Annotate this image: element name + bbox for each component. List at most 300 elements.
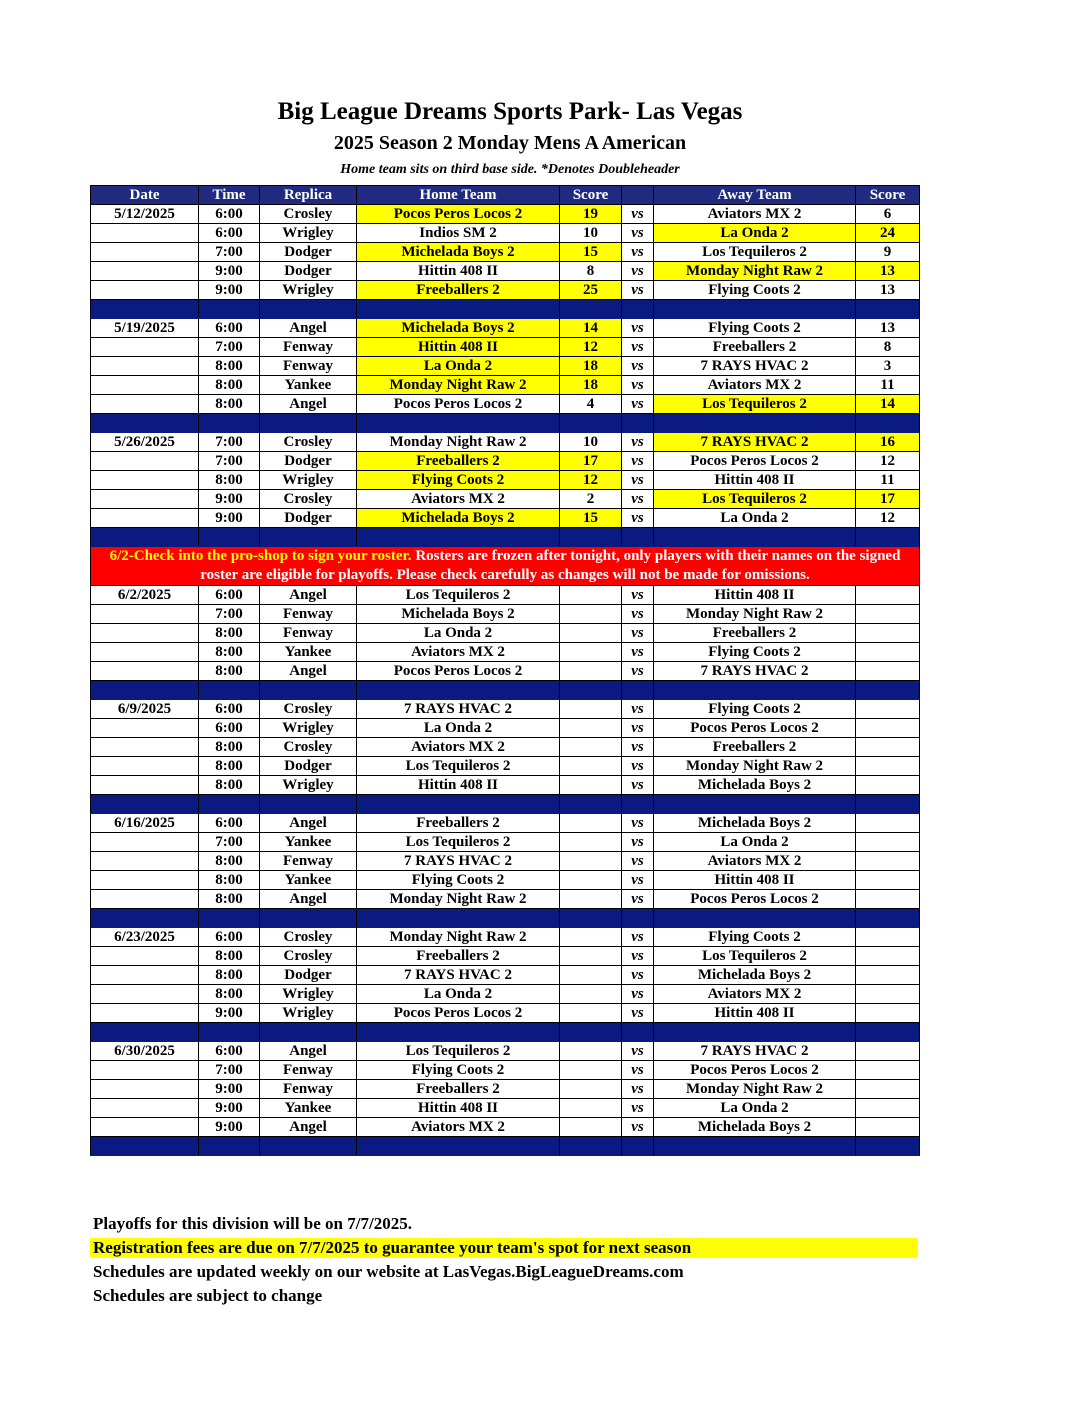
game-time: 9:00: [199, 281, 260, 300]
game-time: 9:00: [199, 262, 260, 281]
game-time: 7:00: [199, 605, 260, 624]
vs-label: vs: [622, 433, 654, 452]
game-row: [91, 452, 920, 471]
separator-cell: [856, 528, 920, 547]
separator-cell: [260, 909, 357, 928]
home-score: 15: [560, 243, 622, 262]
vs-label: vs: [622, 871, 654, 890]
game-row: [91, 757, 920, 776]
separator-cell: [856, 1137, 920, 1156]
home-score: [560, 643, 622, 662]
away-team: Michelada Boys 2: [654, 776, 856, 795]
separator-cell: [654, 1023, 856, 1042]
vs-label: vs: [622, 700, 654, 719]
home-team: Hittin 408 II: [357, 1099, 560, 1118]
away-score: 17: [856, 490, 920, 509]
game-field: Dodger: [260, 509, 357, 528]
game-time: 6:00: [199, 319, 260, 338]
game-row: [91, 890, 920, 909]
game-row: [91, 1080, 920, 1099]
game-date: [91, 452, 199, 471]
away-team: Los Tequileros 2: [654, 947, 856, 966]
away-team: Aviators MX 2: [654, 205, 856, 224]
vs-label: vs: [622, 452, 654, 471]
game-field: Fenway: [260, 357, 357, 376]
game-field: Yankee: [260, 376, 357, 395]
game-date: [91, 338, 199, 357]
vs-label: vs: [622, 966, 654, 985]
away-team: La Onda 2: [654, 833, 856, 852]
home-score: [560, 947, 622, 966]
home-score: [560, 1118, 622, 1137]
away-team: La Onda 2: [654, 1099, 856, 1118]
game-row: [91, 700, 920, 719]
home-team: 7 RAYS HVAC 2: [357, 852, 560, 871]
separator-cell: [654, 795, 856, 814]
game-field: Yankee: [260, 871, 357, 890]
separator-cell: [357, 795, 560, 814]
game-time: 9:00: [199, 1099, 260, 1118]
home-team: Freeballers 2: [357, 452, 560, 471]
away-team: Michelada Boys 2: [654, 814, 856, 833]
game-row: [91, 1042, 920, 1061]
away-team: Aviators MX 2: [654, 376, 856, 395]
page-title: Big League Dreams Sports Park- Las Vegas: [277, 98, 743, 125]
home-team: Aviators MX 2: [357, 643, 560, 662]
game-field: Wrigley: [260, 471, 357, 490]
week-separator: [91, 1137, 920, 1156]
game-field: Dodger: [260, 757, 357, 776]
game-field: Angel: [260, 1042, 357, 1061]
vs-label: vs: [622, 890, 654, 909]
game-date: [91, 719, 199, 738]
separator-cell: [856, 1023, 920, 1042]
game-date: [91, 357, 199, 376]
away-score: 11: [856, 376, 920, 395]
game-time: 7:00: [199, 338, 260, 357]
game-field: Yankee: [260, 643, 357, 662]
game-field: Wrigley: [260, 1004, 357, 1023]
game-date: [91, 224, 199, 243]
away-team: Aviators MX 2: [654, 852, 856, 871]
separator-cell: [622, 1137, 654, 1156]
home-score: 19: [560, 205, 622, 224]
game-date: [91, 262, 199, 281]
away-team: Hittin 408 II: [654, 471, 856, 490]
away-score: [856, 643, 920, 662]
home-team: Monday Night Raw 2: [357, 890, 560, 909]
away-score: 24: [856, 224, 920, 243]
away-team: 7 RAYS HVAC 2: [654, 357, 856, 376]
game-time: 9:00: [199, 490, 260, 509]
game-row: [91, 1004, 920, 1023]
game-field: Dodger: [260, 452, 357, 471]
game-date: 5/19/2025: [91, 319, 199, 338]
vs-label: vs: [622, 1080, 654, 1099]
home-score: [560, 833, 622, 852]
game-time: 8:00: [199, 376, 260, 395]
vs-label: vs: [622, 928, 654, 947]
game-field: Angel: [260, 814, 357, 833]
game-field: Wrigley: [260, 776, 357, 795]
vs-label: vs: [622, 719, 654, 738]
home-score: 25: [560, 281, 622, 300]
separator-cell: [91, 1023, 199, 1042]
away-team: Hittin 408 II: [654, 1004, 856, 1023]
away-score: [856, 890, 920, 909]
home-team: Flying Coots 2: [357, 471, 560, 490]
home-team: La Onda 2: [357, 624, 560, 643]
separator-cell: [91, 528, 199, 547]
away-score: [856, 586, 920, 605]
home-team: La Onda 2: [357, 719, 560, 738]
home-team: Pocos Peros Locos 2: [357, 1004, 560, 1023]
vs-label: vs: [622, 662, 654, 681]
vs-label: vs: [622, 624, 654, 643]
vs-label: vs: [622, 395, 654, 414]
away-score: 13: [856, 281, 920, 300]
home-score: [560, 738, 622, 757]
game-date: [91, 966, 199, 985]
game-time: 8:00: [199, 738, 260, 757]
game-field: Fenway: [260, 852, 357, 871]
game-time: 8:00: [199, 890, 260, 909]
home-score: 8: [560, 262, 622, 281]
away-score: [856, 719, 920, 738]
home-score: 15: [560, 509, 622, 528]
away-team: Freeballers 2: [654, 624, 856, 643]
separator-cell: [560, 1137, 622, 1156]
game-row: [91, 947, 920, 966]
separator-cell: [91, 300, 199, 319]
vs-label: vs: [622, 985, 654, 1004]
footer-playoffs: Playoffs for this division will be on 7/7/2025.: [93, 1214, 412, 1233]
roster-notice-text: [91, 547, 920, 586]
week-separator: [91, 795, 920, 814]
away-team: 7 RAYS HVAC 2: [654, 1042, 856, 1061]
game-row: [91, 281, 920, 300]
home-team: Monday Night Raw 2: [357, 928, 560, 947]
week-separator: [91, 909, 920, 928]
game-row: [91, 833, 920, 852]
away-team: Michelada Boys 2: [654, 966, 856, 985]
game-time: 9:00: [199, 1080, 260, 1099]
away-team: Monday Night Raw 2: [654, 757, 856, 776]
vs-label: vs: [622, 1118, 654, 1137]
game-time: 6:00: [199, 928, 260, 947]
game-date: [91, 1118, 199, 1137]
home-score: 17: [560, 452, 622, 471]
away-score: [856, 624, 920, 643]
away-team: Hittin 408 II: [654, 586, 856, 605]
separator-cell: [357, 528, 560, 547]
game-date: [91, 376, 199, 395]
game-field: Fenway: [260, 338, 357, 357]
game-time: 8:00: [199, 357, 260, 376]
separator-cell: [357, 300, 560, 319]
separator-cell: [260, 414, 357, 433]
game-date: [91, 243, 199, 262]
game-date: 6/23/2025: [91, 928, 199, 947]
away-score: [856, 605, 920, 624]
home-score: 12: [560, 338, 622, 357]
away-score: [856, 928, 920, 947]
separator-cell: [856, 414, 920, 433]
game-time: 8:00: [199, 947, 260, 966]
home-score: [560, 985, 622, 1004]
game-row: [91, 433, 920, 452]
home-score: [560, 757, 622, 776]
away-score: [856, 1061, 920, 1080]
roster-notice-body: Rosters are frozen after tonight, only players with their names on the signed roster are eligible for playoffs. Please check carefully as changes will not be made for omissions.: [200, 548, 901, 583]
game-row: [91, 357, 920, 376]
home-score: [560, 1080, 622, 1099]
game-row: [91, 319, 920, 338]
game-date: [91, 871, 199, 890]
home-score: [560, 890, 622, 909]
vs-label: vs: [622, 814, 654, 833]
home-team: Pocos Peros Locos 2: [357, 662, 560, 681]
home-team: Hittin 408 II: [357, 776, 560, 795]
away-score: [856, 1099, 920, 1118]
game-field: Angel: [260, 662, 357, 681]
separator-cell: [856, 795, 920, 814]
vs-label: vs: [622, 205, 654, 224]
separator-cell: [654, 300, 856, 319]
game-date: [91, 624, 199, 643]
separator-cell: [560, 909, 622, 928]
game-date: 6/16/2025: [91, 814, 199, 833]
home-team: Flying Coots 2: [357, 871, 560, 890]
away-team: Monday Night Raw 2: [654, 262, 856, 281]
separator-cell: [199, 1137, 260, 1156]
home-score: [560, 1099, 622, 1118]
game-date: 6/9/2025: [91, 700, 199, 719]
game-row: [91, 338, 920, 357]
game-date: [91, 757, 199, 776]
header-row: [91, 186, 920, 205]
col-date: Date: [91, 186, 199, 205]
game-date: [91, 471, 199, 490]
vs-label: vs: [622, 776, 654, 795]
separator-cell: [560, 414, 622, 433]
game-time: 8:00: [199, 776, 260, 795]
col-home-score: Score: [560, 186, 622, 205]
home-score: 18: [560, 376, 622, 395]
game-time: 8:00: [199, 871, 260, 890]
home-score: 4: [560, 395, 622, 414]
vs-label: vs: [622, 243, 654, 262]
game-time: 8:00: [199, 395, 260, 414]
separator-cell: [357, 1023, 560, 1042]
game-row: [91, 662, 920, 681]
game-field: Yankee: [260, 833, 357, 852]
home-team: Aviators MX 2: [357, 1118, 560, 1137]
game-field: Yankee: [260, 1099, 357, 1118]
vs-label: vs: [622, 357, 654, 376]
vs-label: vs: [622, 281, 654, 300]
home-team: Monday Night Raw 2: [357, 433, 560, 452]
home-team: Michelada Boys 2: [357, 509, 560, 528]
away-score: 8: [856, 338, 920, 357]
game-field: Crosley: [260, 947, 357, 966]
away-score: 11: [856, 471, 920, 490]
game-time: 9:00: [199, 1004, 260, 1023]
away-team: Aviators MX 2: [654, 985, 856, 1004]
separator-cell: [260, 300, 357, 319]
week-separator: [91, 300, 920, 319]
away-score: 6: [856, 205, 920, 224]
page-note: Home team sits on third base side. *Denotes Doubleheader: [340, 162, 680, 177]
footer-registration: Registration fees are due on 7/7/2025 to guarantee your team's spot for next season: [90, 1238, 918, 1258]
game-row: [91, 205, 920, 224]
game-row: [91, 262, 920, 281]
separator-cell: [654, 528, 856, 547]
away-score: 12: [856, 509, 920, 528]
separator-cell: [91, 795, 199, 814]
vs-label: vs: [622, 643, 654, 662]
game-row: [91, 852, 920, 871]
game-date: [91, 1080, 199, 1099]
vs-label: vs: [622, 1004, 654, 1023]
vs-label: vs: [622, 1042, 654, 1061]
vs-label: vs: [622, 1099, 654, 1118]
vs-label: vs: [622, 224, 654, 243]
away-score: [856, 1004, 920, 1023]
away-score: 14: [856, 395, 920, 414]
game-time: 7:00: [199, 243, 260, 262]
game-field: Dodger: [260, 262, 357, 281]
away-score: 16: [856, 433, 920, 452]
home-team: Hittin 408 II: [357, 338, 560, 357]
home-team: La Onda 2: [357, 357, 560, 376]
home-team: 7 RAYS HVAC 2: [357, 966, 560, 985]
col-replica: Replica: [260, 186, 357, 205]
game-date: [91, 490, 199, 509]
game-time: 9:00: [199, 509, 260, 528]
separator-cell: [654, 414, 856, 433]
game-time: 8:00: [199, 643, 260, 662]
separator-cell: [199, 414, 260, 433]
separator-cell: [622, 414, 654, 433]
away-team: 7 RAYS HVAC 2: [654, 433, 856, 452]
separator-cell: [560, 681, 622, 700]
game-time: 8:00: [199, 852, 260, 871]
game-time: 7:00: [199, 433, 260, 452]
away-team: Los Tequileros 2: [654, 490, 856, 509]
game-field: Wrigley: [260, 281, 357, 300]
away-team: 7 RAYS HVAC 2: [654, 662, 856, 681]
separator-cell: [199, 909, 260, 928]
separator-cell: [357, 414, 560, 433]
game-date: [91, 1099, 199, 1118]
separator-cell: [622, 528, 654, 547]
game-date: [91, 852, 199, 871]
game-date: [91, 509, 199, 528]
game-field: Crosley: [260, 433, 357, 452]
home-score: [560, 966, 622, 985]
separator-cell: [199, 681, 260, 700]
home-team: Indios SM 2: [357, 224, 560, 243]
footer-disclaimer: Schedules are subject to change: [93, 1286, 323, 1305]
away-team: Monday Night Raw 2: [654, 605, 856, 624]
game-row: [91, 586, 920, 605]
game-row: [91, 1061, 920, 1080]
vs-label: vs: [622, 262, 654, 281]
game-time: 8:00: [199, 966, 260, 985]
away-score: [856, 852, 920, 871]
vs-label: vs: [622, 586, 654, 605]
away-team: Flying Coots 2: [654, 700, 856, 719]
away-score: 13: [856, 262, 920, 281]
home-score: [560, 586, 622, 605]
game-date: 5/12/2025: [91, 205, 199, 224]
home-team: Michelada Boys 2: [357, 243, 560, 262]
game-time: 6:00: [199, 700, 260, 719]
home-score: [560, 1061, 622, 1080]
game-time: 8:00: [199, 985, 260, 1004]
game-date: [91, 776, 199, 795]
game-field: Crosley: [260, 928, 357, 947]
separator-cell: [622, 1023, 654, 1042]
game-field: Fenway: [260, 1061, 357, 1080]
game-date: [91, 738, 199, 757]
separator-cell: [199, 528, 260, 547]
away-team: Flying Coots 2: [654, 281, 856, 300]
game-time: 7:00: [199, 452, 260, 471]
home-team: Los Tequileros 2: [357, 757, 560, 776]
col-home-team: Home Team: [357, 186, 560, 205]
col-away-team: Away Team: [654, 186, 856, 205]
game-row: [91, 243, 920, 262]
vs-label: vs: [622, 757, 654, 776]
away-team: Flying Coots 2: [654, 928, 856, 947]
game-row: [91, 871, 920, 890]
game-row: [91, 814, 920, 833]
game-date: [91, 1004, 199, 1023]
separator-cell: [856, 909, 920, 928]
vs-label: vs: [622, 376, 654, 395]
away-score: [856, 871, 920, 890]
home-score: [560, 1042, 622, 1061]
game-time: 8:00: [199, 471, 260, 490]
game-row: [91, 224, 920, 243]
separator-cell: [560, 795, 622, 814]
home-team: Michelada Boys 2: [357, 319, 560, 338]
away-team: La Onda 2: [654, 224, 856, 243]
home-score: 18: [560, 357, 622, 376]
separator-cell: [260, 681, 357, 700]
separator-cell: [260, 795, 357, 814]
game-time: 6:00: [199, 719, 260, 738]
game-field: Wrigley: [260, 985, 357, 1004]
game-date: [91, 395, 199, 414]
separator-cell: [357, 909, 560, 928]
vs-label: vs: [622, 947, 654, 966]
game-date: [91, 605, 199, 624]
vs-label: vs: [622, 852, 654, 871]
home-score: [560, 852, 622, 871]
game-row: [91, 776, 920, 795]
home-team: Aviators MX 2: [357, 738, 560, 757]
away-score: [856, 700, 920, 719]
away-score: [856, 1042, 920, 1061]
home-team: Pocos Peros Locos 2: [357, 205, 560, 224]
game-date: [91, 890, 199, 909]
home-team: La Onda 2: [357, 985, 560, 1004]
game-row: [91, 471, 920, 490]
separator-cell: [91, 909, 199, 928]
